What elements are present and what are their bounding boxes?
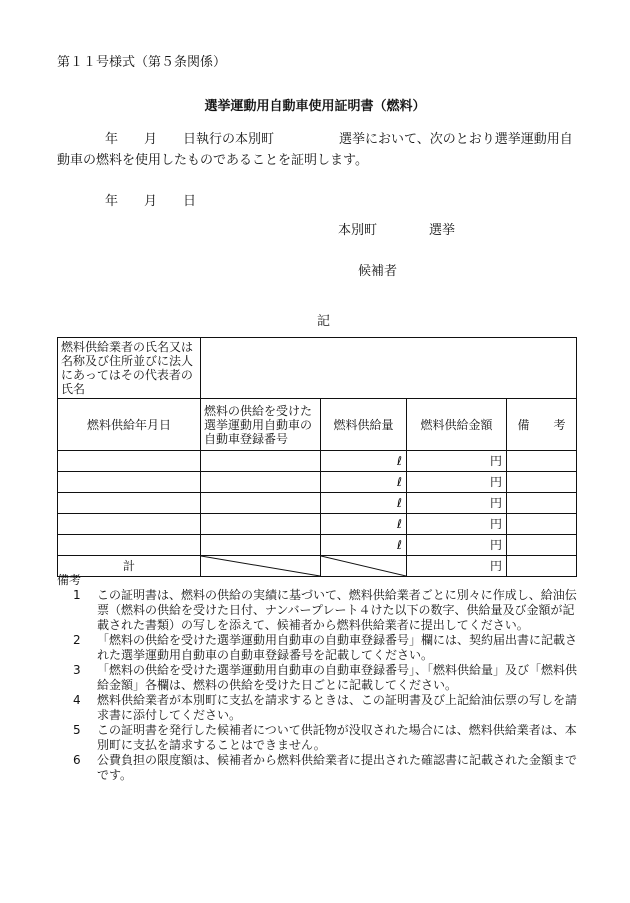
liter-unit: ℓ xyxy=(397,517,402,531)
notes-section xyxy=(57,573,577,783)
yen-unit: 円 xyxy=(489,475,502,489)
col-fuel-quantity: 燃料供給量 xyxy=(321,399,407,451)
note-text: 「燃料の供給を受けた選挙運動用自動車の自動車登録番号」、「燃料供給量」及び「燃料供給金額」各欄は、燃料の供給を受けた日ごとに記載してください。 xyxy=(97,663,578,692)
liter-unit: ℓ xyxy=(397,496,402,510)
note-text: 「燃料の供給を受けた選挙運動用自動車の自動車登録番号」欄には、契約届出書に記載された選挙運動用自動車の自動車登録番号を記載してください。 xyxy=(97,633,578,662)
remarks-cell xyxy=(507,493,577,514)
amount-cell xyxy=(407,493,507,514)
column-header-row xyxy=(58,399,577,451)
ki-label: 記 xyxy=(317,314,331,329)
yen-unit: 円 xyxy=(489,538,502,552)
supplier-header: 燃料供給業者の氏名又は名称及び住所並びに法人にあってはその代表者の氏名 xyxy=(58,338,201,399)
yen-unit: 円 xyxy=(489,559,502,573)
form-number: 第１１号様式（第５条関係） xyxy=(57,55,227,70)
note-text: この証明書を発行した候補者について供託物が没収された場合には、燃料供給業者は、本別町に支払を請求することはできません。 xyxy=(97,723,577,752)
document-title: 選挙運動用自動車使用証明書（燃料） xyxy=(204,99,426,114)
yen-unit: 円 xyxy=(489,454,502,468)
fuel-usage-table xyxy=(57,337,577,577)
note-number: 3 xyxy=(73,663,81,677)
remarks-cell xyxy=(507,514,577,535)
note-item xyxy=(57,633,577,663)
registration-cell xyxy=(201,472,321,493)
col-remarks: 備 考 xyxy=(507,399,577,451)
remarks-cell xyxy=(507,472,577,493)
total-label: 計 xyxy=(58,556,201,577)
certification-date: 年 月 日 xyxy=(105,194,197,209)
note-item xyxy=(57,663,577,693)
note-text: 燃料供給業者が本別町に支払を請求するときは、この証明書及び上記給油伝票の写しを請求書に添付してください。 xyxy=(97,693,578,722)
election-name: 本別町 選挙 xyxy=(338,223,456,238)
candidate-label: 候補者 xyxy=(358,264,398,279)
note-number: 4 xyxy=(73,693,81,707)
supply-date-cell xyxy=(58,514,201,535)
supply-date-cell xyxy=(58,472,201,493)
table-row xyxy=(58,493,577,514)
table-row xyxy=(58,472,577,493)
liter-unit: ℓ xyxy=(397,475,402,489)
note-item xyxy=(57,588,577,633)
amount-cell xyxy=(407,514,507,535)
supplier-row xyxy=(58,338,577,399)
quantity-cell xyxy=(321,514,407,535)
quantity-cell xyxy=(321,493,407,514)
notes-heading: 備考 xyxy=(57,573,82,587)
note-item xyxy=(57,693,577,723)
col-fuel-amount: 燃料供給金額 xyxy=(407,399,507,451)
amount-cell xyxy=(407,535,507,556)
remarks-cell xyxy=(507,451,577,472)
registration-cell xyxy=(201,535,321,556)
table-row xyxy=(58,451,577,472)
liter-unit: ℓ xyxy=(397,538,402,552)
intro-text-line2: 動車の燃料を使用したものであることを証明します。 xyxy=(57,153,368,168)
note-item xyxy=(57,753,577,783)
note-item xyxy=(57,723,577,753)
yen-unit: 円 xyxy=(489,517,502,531)
amount-cell xyxy=(407,472,507,493)
registration-cell xyxy=(201,493,321,514)
registration-cell xyxy=(201,451,321,472)
registration-cell xyxy=(201,514,321,535)
quantity-cell xyxy=(321,472,407,493)
yen-unit: 円 xyxy=(489,496,502,510)
remarks-cell xyxy=(507,535,577,556)
table-row xyxy=(58,535,577,556)
liter-unit: ℓ xyxy=(397,454,402,468)
quantity-cell xyxy=(321,535,407,556)
intro-text-line1: 年 月 日執行の本別町 選挙において、次のとおり選挙運動用自 xyxy=(105,132,573,147)
col-registration-number: 燃料の供給を受けた選挙運動用自動車の自動車登録番号 xyxy=(201,399,321,451)
note-number: 1 xyxy=(73,588,81,602)
supply-date-cell xyxy=(58,451,201,472)
quantity-cell xyxy=(321,451,407,472)
col-supply-date: 燃料供給年月日 xyxy=(58,399,201,451)
note-text: 公費負担の限度額は、候補者から燃料供給業者に提出された確認書に記載された金額までです。 xyxy=(97,753,578,782)
note-text: この証明書は、燃料の供給の実績に基づいて、燃料供給業者ごとに別々に作成し、給油伝票（燃料の供給を受けた日付、ナンバープレート４けた以下の数字、供給量及び金額が記載された書類）の写しを添えて、候補者から燃料供給業者に提出してください。 xyxy=(97,588,577,632)
note-number: 5 xyxy=(73,723,81,737)
supply-date-cell xyxy=(58,535,201,556)
table-row xyxy=(58,514,577,535)
note-number: 2 xyxy=(73,633,81,647)
supplier-value xyxy=(201,338,577,399)
supply-date-cell xyxy=(58,493,201,514)
amount-cell xyxy=(407,451,507,472)
note-number: 6 xyxy=(73,753,81,767)
